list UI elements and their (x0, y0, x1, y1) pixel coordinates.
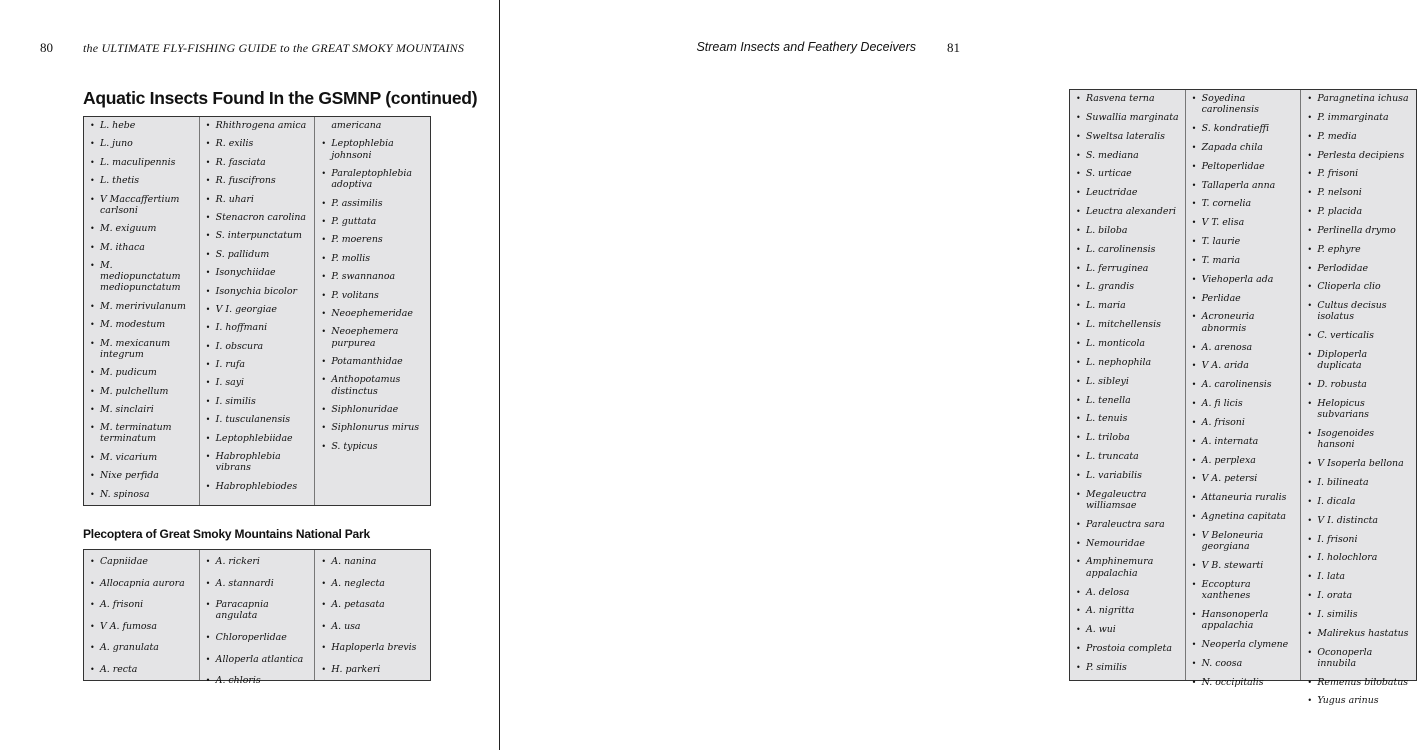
species-entry: • M. mediopunctatum mediopunctatum (84, 260, 199, 294)
table-column (1185, 90, 1301, 688)
species-entry: • V Isoperla bellona (1301, 458, 1416, 469)
species-entry: • Perlinella drymo (1301, 225, 1416, 236)
species-entry: • Alloperla atlantica (200, 654, 315, 665)
table-column (1070, 90, 1185, 680)
species-entry: • Neoephemera purpurea (315, 326, 430, 348)
species-entry: • Zapada chila (1186, 142, 1301, 153)
species-entry: • L. hebe (84, 120, 199, 131)
species-entry: • Leptophlebiidae (200, 433, 315, 444)
species-entry: • L. variabilis (1070, 470, 1185, 481)
species-entry: • Oconoperla innubila (1301, 647, 1416, 669)
species-entry: • V A. arida (1186, 360, 1301, 371)
species-entry: • P. moerens (315, 234, 430, 245)
table-column (314, 550, 430, 680)
species-entry: • H. parkeri (315, 664, 430, 675)
species-entry: • Prostoia completa (1070, 643, 1185, 654)
species-entry: • P. ephyre (1301, 244, 1416, 255)
species-entry: • S. typicus (315, 441, 430, 452)
species-entry: • Clioperla clio (1301, 281, 1416, 292)
species-entry: • Stenacron carolina (200, 212, 315, 223)
species-entry: • L. nephophila (1070, 357, 1185, 368)
species-entry: • A. nanina (315, 556, 430, 567)
species-entry: • N. spinosa (84, 489, 199, 500)
species-entry: • Helopicus subvarians (1301, 398, 1416, 420)
species-entry: • I. similis (1301, 609, 1416, 620)
species-entry: • L. monticola (1070, 338, 1185, 349)
species-entry: • A. frisoni (84, 599, 199, 610)
table-title-aquatic-insects: Aquatic Insects Found In the GSMNP (continued) (83, 88, 478, 108)
species-entry: • A. internata (1186, 436, 1301, 447)
species-entry: • V A. fumosa (84, 621, 199, 632)
species-entry: • S. kondratieffi (1186, 123, 1301, 134)
species-entry: • A. recta (84, 664, 199, 675)
species-entry: • I. rufa (200, 359, 315, 370)
species-entry: • M. modestum (84, 319, 199, 330)
species-entry: • C. verticalis (1301, 330, 1416, 341)
species-entry: • L. mitchellensis (1070, 319, 1185, 330)
species-entry: • Paracapnia angulata (200, 599, 315, 621)
species-entry: • Viehoperla ada (1186, 274, 1301, 285)
species-entry: • Rhithrogena amica (200, 120, 315, 131)
species-entry: • A. fi licis (1186, 398, 1301, 409)
species-entry: • A. granulata (84, 642, 199, 653)
species-entry: • I. lata (1301, 571, 1416, 582)
species-entry: • A. chloris (200, 675, 315, 686)
species-entry: • L. carolinensis (1070, 244, 1185, 255)
species-entry: • Allocapnia aurora (84, 578, 199, 589)
species-entry: • V I. distincta (1301, 515, 1416, 526)
species-entry: • Cultus decisus isolatus (1301, 300, 1416, 322)
species-entry: • Paragnetina ichusa (1301, 93, 1416, 104)
species-entry: • Megaleuctra williamsae (1070, 489, 1185, 511)
species-entry: • L. thetis (84, 175, 199, 186)
species-entry: • I. dicala (1301, 496, 1416, 507)
species-entry: • S. pallidum (200, 249, 315, 260)
species-entry: • M. exiguum (84, 223, 199, 234)
species-entry: • Habrophlebia vibrans (200, 451, 315, 473)
species-entry: • Tallaperla anna (1186, 180, 1301, 191)
species-entry: • Sweltsa lateralis (1070, 131, 1185, 142)
species-entry: • M. sinclairi (84, 404, 199, 415)
species-entry: • Chloroperlidae (200, 632, 315, 643)
species-entry: • V Beloneuria georgiana (1186, 530, 1301, 552)
species-entry: • I. similis (200, 396, 315, 407)
species-entry: • P. nelsoni (1301, 187, 1416, 198)
species-entry: • A. frisoni (1186, 417, 1301, 428)
species-entry: • Eccoptura xanthenes (1186, 579, 1301, 601)
species-entry: • M. mexicanum integrum (84, 338, 199, 360)
species-entry: • Perlesta decipiens (1301, 150, 1416, 161)
species-entry: • A. arenosa (1186, 342, 1301, 353)
species-entry: • M. meririvulanum (84, 301, 199, 312)
species-entry: • Soyedina carolinensis (1186, 93, 1301, 115)
species-entry: • I. frisoni (1301, 534, 1416, 545)
species-entry: • Leuctridae (1070, 187, 1185, 198)
species-entry: • V B. stewarti (1186, 560, 1301, 571)
plecoptera-table-continued (1069, 89, 1417, 707)
species-entry: • L. maria (1070, 300, 1185, 311)
species-entry: • Paraleuctra sara (1070, 519, 1185, 530)
species-entry: • Leptophlebia johnsoni (315, 138, 430, 160)
page-number-right: 81 (947, 40, 960, 55)
species-entry: • Capniidae (84, 556, 199, 567)
running-header-right: Stream Insects and Feathery Deceivers (696, 40, 916, 54)
species-entry: • I. tusculanensis (200, 414, 315, 425)
table-column (84, 550, 199, 680)
species-entry: • A. petasata (315, 599, 430, 610)
species-entry: • Rasvena terna (1070, 93, 1185, 104)
species-entry: • Anthopotamus distinctus (315, 374, 430, 396)
species-entry: • L. biloba (1070, 225, 1185, 236)
species-entry: • Perlidae (1186, 293, 1301, 304)
page-number-left: 80 (40, 40, 53, 55)
species-entry: • P. immarginata (1301, 112, 1416, 123)
species-entry: • R. fasciata (200, 157, 315, 168)
species-entry: • Hansonoperla appalachia (1186, 609, 1301, 631)
left-page (0, 0, 500, 750)
species-entry: • Peltoperlidae (1186, 161, 1301, 172)
species-entry: • Isogenoides hansoni (1301, 428, 1416, 450)
species-entry: • Neoephemeridae (315, 308, 430, 319)
species-entry: • P. placida (1301, 206, 1416, 217)
species-entry: • P. frisoni (1301, 168, 1416, 179)
species-entry: • S. mediana (1070, 150, 1185, 161)
plecoptera-table (83, 549, 431, 687)
species-entry: • V Maccaffertium carlsoni (84, 194, 199, 216)
table-column (199, 117, 315, 505)
species-entry: • I. bilineata (1301, 477, 1416, 488)
species-entry: • Isonychiidae (200, 267, 315, 278)
table-column (199, 550, 315, 687)
species-entry: • I. holochlora (1301, 552, 1416, 563)
species-entry: • A. rickeri (200, 556, 315, 567)
species-entry: • Attaneuria ruralis (1186, 492, 1301, 503)
aquatic-insects-table (83, 116, 431, 506)
species-entry: • Isonychia bicolor (200, 286, 315, 297)
species-entry: • I. orata (1301, 590, 1416, 601)
species-entry: americana (331, 120, 382, 131)
species-entry: • L. tenella (1070, 395, 1185, 406)
table-column (314, 117, 430, 505)
species-entry: • L. triloba (1070, 432, 1185, 443)
species-entry: • A. stannardi (200, 578, 315, 589)
species-entry: • Haploperla brevis (315, 642, 430, 653)
species-entry: • Amphinemura appalachia (1070, 556, 1185, 578)
species-entry: • S. urticae (1070, 168, 1185, 179)
species-entry: • R. uhari (200, 194, 315, 205)
species-entry: • V I. georgiae (200, 304, 315, 315)
table-title-plecoptera: Plecoptera of Great Smoky Mountains National Park (83, 527, 370, 541)
species-entry: • L. tenuis (1070, 413, 1185, 424)
species-entry: • Potamanthidae (315, 356, 430, 367)
species-entry: • I. sayi (200, 377, 315, 388)
species-entry: • T. cornelia (1186, 198, 1301, 209)
species-entry: • A. delosa (1070, 587, 1185, 598)
species-entry: • R. fuscifrons (200, 175, 315, 186)
species-entry: • P. similis (1070, 662, 1185, 673)
species-entry: • P. swannanoa (315, 271, 430, 282)
species-entry: • T. laurie (1186, 236, 1301, 247)
species-entry: • Agnetina capitata (1186, 511, 1301, 522)
species-entry: • A. neglecta (315, 578, 430, 589)
species-entry: • Neoperla clymene (1186, 639, 1301, 650)
species-entry: • L. sibleyi (1070, 376, 1185, 387)
species-entry: • A. carolinensis (1186, 379, 1301, 390)
species-entry: • I. obscura (200, 341, 315, 352)
species-entry: • M. pulchellum (84, 386, 199, 397)
species-entry: • Remenus bilobatus (1301, 677, 1416, 688)
running-header-left: the ULTIMATE FLY-FISHING GUIDE to the GREAT SMOKY MOUNTAINS (83, 41, 465, 55)
species-entry: • Suwallia marginata (1070, 112, 1185, 123)
species-entry: • Siphlonuridae (315, 404, 430, 415)
species-entry: • A. nigritta (1070, 605, 1185, 616)
species-entry: • S. interpunctatum (200, 230, 315, 241)
species-entry: • Nixe perfida (84, 470, 199, 481)
species-entry: • Perlodidae (1301, 263, 1416, 274)
species-entry: • N. occipitalis (1186, 677, 1301, 688)
species-entry: • Diploperla duplicata (1301, 349, 1416, 371)
species-entry: • M. terminatum terminatum (84, 422, 199, 444)
species-entry: • V A. petersi (1186, 473, 1301, 484)
species-entry: • L. ferruginea (1070, 263, 1185, 274)
species-entry: • M. pudicum (84, 367, 199, 378)
species-entry: • A. wui (1070, 624, 1185, 635)
species-entry: • R. exilis (200, 138, 315, 149)
species-entry: • P. media (1301, 131, 1416, 142)
species-entry: • P. assimilis (315, 198, 430, 209)
species-entry: • L. juno (84, 138, 199, 149)
species-entry: • T. maria (1186, 255, 1301, 266)
species-entry: • Paraleptophlebia adoptiva (315, 168, 430, 190)
species-entry: • M. ithaca (84, 242, 199, 253)
species-entry: • Siphlonurus mirus (315, 422, 430, 433)
table-column (1300, 90, 1416, 707)
species-entry: • L. maculipennis (84, 157, 199, 168)
species-entry: • D. robusta (1301, 379, 1416, 390)
species-entry: • Nemouridae (1070, 538, 1185, 549)
table-column (84, 117, 199, 505)
species-entry: • P. guttata (315, 216, 430, 227)
species-entry: • V T. elisa (1186, 217, 1301, 228)
species-entry: • M. vicarium (84, 452, 199, 463)
species-entry: • L. truncata (1070, 451, 1185, 462)
right-page (500, 0, 1409, 750)
species-entry: • I. hoffmani (200, 322, 315, 333)
species-entry: • P. volitans (315, 290, 430, 301)
species-entry: • L. grandis (1070, 281, 1185, 292)
species-entry: • Leuctra alexanderi (1070, 206, 1185, 217)
species-entry: • P. mollis (315, 253, 430, 264)
species-entry: • Malirekus hastatus (1301, 628, 1416, 639)
species-entry: • A. usa (315, 621, 430, 632)
species-entry: • Habrophlebiodes (200, 481, 315, 492)
species-entry: • A. perplexa (1186, 455, 1301, 466)
species-entry: • Acroneuria abnormis (1186, 311, 1301, 333)
species-entry: • N. coosa (1186, 658, 1301, 669)
species-entry: • Yugus arinus (1301, 695, 1416, 706)
